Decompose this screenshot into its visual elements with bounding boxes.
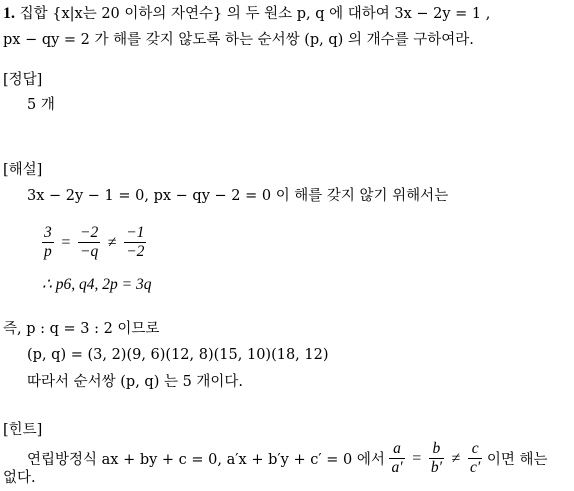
solution-therefore: ∴ p6, q4, 2p = 3q: [42, 276, 152, 293]
hint-heading: [힌트]: [3, 422, 43, 438]
answer-heading: [정답]: [3, 72, 43, 88]
hint-text-after: 이면 해는: [486, 452, 548, 468]
problem-line-2: [3, 30, 474, 50]
equals-sign: =: [61, 233, 71, 251]
solution-fraction-relation: [42, 224, 146, 261]
problem-statement-line-1: 집합 {x|x는 20 이하의 자연수} 의 두 원소 p, q 에 대하여 3x − 2y = 1 ,: [19, 6, 491, 22]
fraction-denominator: p: [44, 243, 52, 260]
fraction-minus1-over-minus2: [124, 224, 146, 261]
hint-line-1: [27, 440, 548, 477]
problem-line-1: [3, 4, 490, 24]
problem-number: 1.: [3, 5, 15, 22]
solution-heading: [해설]: [3, 162, 43, 178]
fraction-3-over-p: [42, 224, 54, 261]
not-equal-sign: ≠: [451, 449, 461, 467]
hint-last-line: 없다.: [3, 470, 36, 486]
fraction-b-over-b-prime: [429, 440, 444, 477]
fraction-c-over-c-prime: [468, 440, 482, 477]
solution-conclusion: 따라서 순서쌍 (p, q) 는 5 개이다.: [27, 374, 244, 390]
fraction-minus2-over-minusq: [78, 224, 100, 261]
fraction-denominator: a′: [391, 459, 403, 476]
problem-statement-line-2: px − qy = 2 가 해를 갖지 않도록 하는 순서쌍 (p, q) 의 개수를 구하여라.: [3, 32, 474, 48]
solution-pairs: (p, q) = (3, 2)(9, 6)(12, 8)(15, 10)(18, 12): [27, 347, 329, 363]
fraction-numerator: b: [429, 440, 444, 459]
answer-value: 5 개: [27, 97, 55, 113]
fraction-denominator: b′: [430, 459, 442, 476]
solution-ratio: 즉, p : q = 3 : 2 이므로: [3, 321, 160, 337]
fraction-a-over-a-prime: [389, 440, 404, 477]
hint-text-before: 연립방정식 ax + by + c = 0, a′x + b′y + c′ = 0 에서: [27, 452, 385, 468]
fraction-numerator: a: [389, 440, 404, 459]
fraction-denominator: c′: [470, 459, 481, 476]
fraction-numerator: −1: [126, 224, 145, 241]
not-equal-sign: ≠: [107, 233, 117, 251]
equals-sign: =: [412, 449, 422, 467]
solution-condition: 3x − 2y − 1 = 0, px − qy − 2 = 0 이 해를 갖지 않기 위해서는: [27, 188, 449, 204]
fraction-denominator: −q: [80, 243, 99, 260]
fraction-numerator: −2: [80, 224, 99, 241]
fraction-denominator: −2: [126, 243, 145, 260]
fraction-numerator: 3: [44, 224, 52, 241]
fraction-numerator: c: [468, 440, 482, 459]
